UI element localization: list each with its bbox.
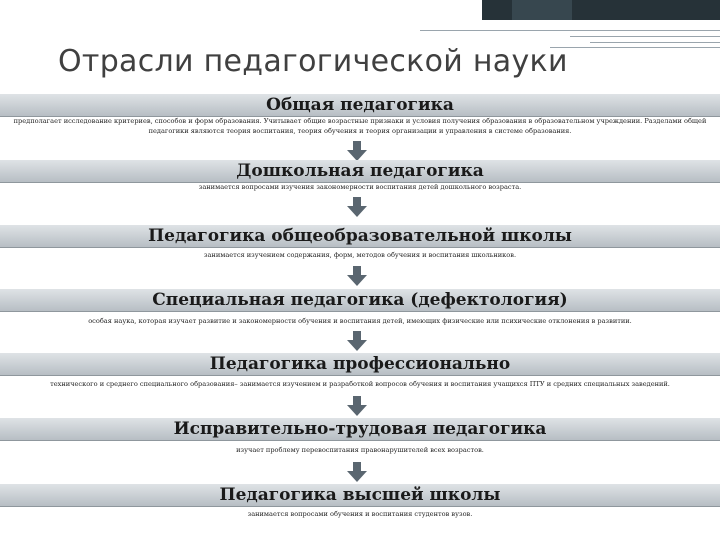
branch-heading-correctional: Исправительно-трудовая педагогика [0, 418, 720, 440]
branch-heading-general: Общая педагогика [0, 94, 720, 116]
down-arrow-icon [345, 141, 369, 161]
down-arrow-icon [345, 396, 369, 416]
branch-heading-vocational: Педагогика профессионально [0, 353, 720, 375]
slide-title: Отрасли педагогической науки [58, 44, 568, 79]
branch-description-school: занимается изучением содержания, форм, методов обучения и воспитания школьников. [203, 251, 517, 259]
branch-description-higher: занимается вопросами обучения и воспитания студентов вузов. [247, 510, 473, 518]
branch-description-special: особая наука, которая изучает развитие и закономерности обучения и воспитания детей, имеющих физические или психические отклонения в развитии. [88, 317, 632, 325]
branch-heading-school: Педагогика общеобразовательной школы [0, 225, 720, 247]
branch-heading-preschool: Дошкольная педагогика [0, 160, 720, 182]
branch-description-correctional: изучает проблему перевоспитания правонарушителей всех возрастов. [236, 446, 484, 454]
top-dark-block [482, 0, 720, 20]
branch-description-vocational: технического и среднего специального образования– занимается изучением и разработкой вопросов обучения и воспитания учащихся ПТУ и средних специальных заведений. [50, 380, 670, 388]
branch-heading-special: Специальная педагогика (дефектология) [0, 289, 720, 311]
top-decoration [0, 0, 720, 20]
branch-description-general: предполагает исследование критериев, способов и форм образования. Учитывает общие возрастные признаки и условия получения образования в образовательном учреждении. Разделами общей педагогики являются теория воспитания, теория обучения и теория организации и управления в системе образования. [13, 117, 707, 135]
down-arrow-icon [345, 462, 369, 482]
down-arrow-icon [345, 331, 369, 351]
down-arrow-icon [345, 197, 369, 217]
down-arrow-icon [345, 266, 369, 286]
branch-description-preschool: занимается вопросами изучения закономерности воспитания детей дошкольного возраста. [198, 183, 522, 191]
branch-heading-higher: Педагогика высшей школы [0, 484, 720, 506]
